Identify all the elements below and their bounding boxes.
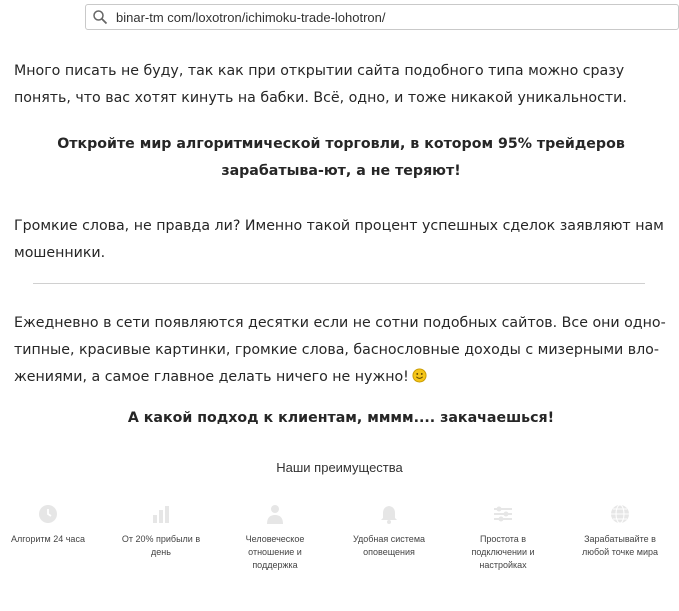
- quote-highlight: Откройте мир алгоритмической торговли, в котором 95% трейдеров зарабатыва-ют, а не теряют!: [57, 136, 625, 179]
- advantage-item-profit: [116, 503, 206, 559]
- advantages-title: Наши преимущества: [276, 460, 403, 475]
- address-bar[interactable]: [85, 4, 679, 30]
- settings-icon: [491, 503, 515, 525]
- advantage-item-worldwide: [575, 503, 665, 559]
- daily-sites-paragraph: [14, 310, 669, 391]
- divider: [33, 283, 645, 284]
- advantage-item-notifications: [344, 503, 434, 559]
- smile-emoji-icon: [412, 368, 427, 383]
- comment-paragraph: Громкие слова, не правда ли? Именно такой процент успешных сделок заявляют нам мошенники.: [14, 218, 664, 261]
- bar-chart-icon: [149, 503, 173, 525]
- advantage-label: Алгоритм 24 часа: [11, 534, 85, 544]
- globe-icon: [608, 503, 632, 525]
- advantage-item-setup: [458, 503, 548, 572]
- url-text[interactable]: binar-tm com/loxotron/ichimoku-trade-lohotron/: [116, 10, 386, 25]
- search-icon: [92, 9, 108, 25]
- bell-icon: [377, 503, 401, 525]
- advantage-label: Удобная система оповещения: [352, 534, 426, 557]
- clock-icon: [36, 503, 60, 525]
- person-icon: [263, 503, 287, 525]
- advantage-label: Простота в подключении и настройках: [471, 534, 535, 570]
- advantage-item-algorithm: [3, 503, 93, 546]
- advantage-item-support: [230, 503, 320, 572]
- intro-paragraph: Много писать не буду, так как при открытии сайта подобного типа можно сразу понять, что вас хотят кинуть на бабки. Всё, одно, и тоже никакой уникальности.: [14, 63, 627, 106]
- advantage-label: От 20% прибыли в день: [121, 534, 201, 557]
- daily-sites-text: Ежедневно в сети появляются десятки если не сотни подобных сайтов. Все они одно-типные, красивые картинки, громкие слова, баснословные доходы с мизерными вло-жениями, а самое главное делать ничего не нужно!: [14, 315, 666, 385]
- advantage-label: Человеческое отношение и поддержка: [245, 534, 305, 570]
- advantage-label: Зарабатывайте в любой точке мира: [582, 534, 658, 557]
- closing-quote: А какой подход к клиентам, мммм.... закачаешься!: [127, 410, 555, 426]
